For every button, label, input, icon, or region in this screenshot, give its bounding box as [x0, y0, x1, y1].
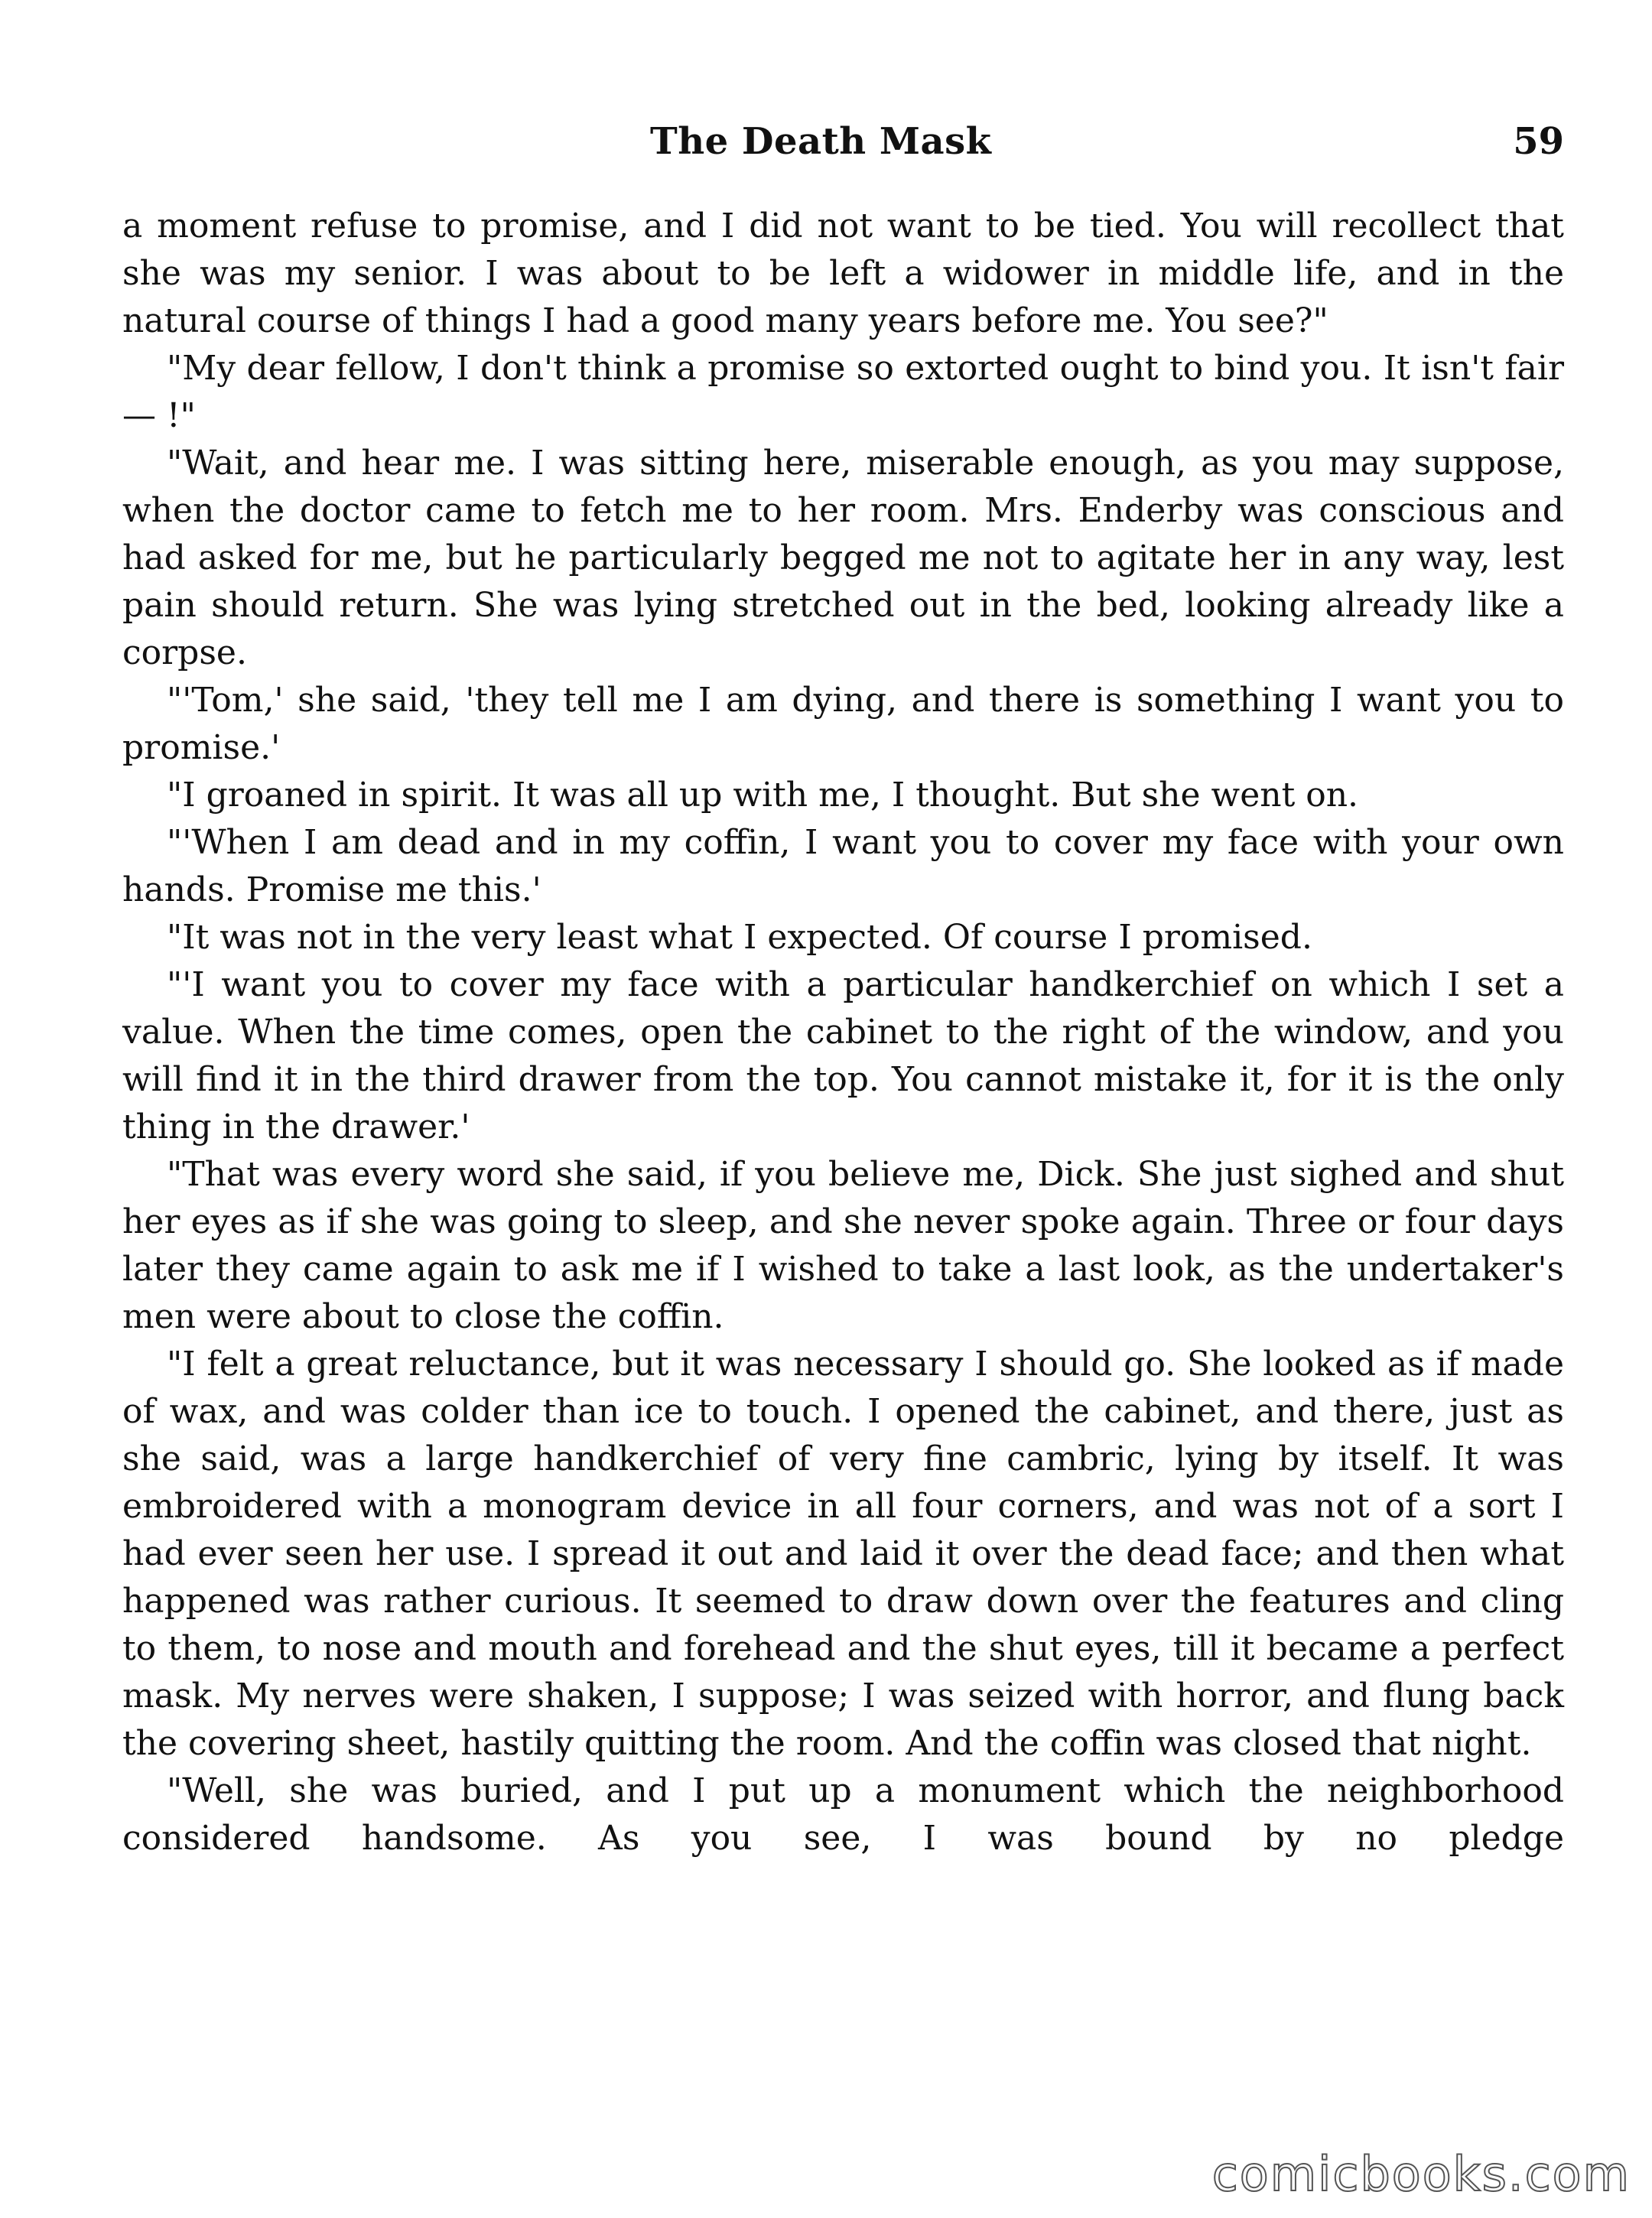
- running-head: [122, 115, 1564, 168]
- paragraph: "I groaned in spirit. It was all up with me, I thought. But she went on.: [167, 776, 1359, 815]
- paragraph: "It was not in the very least what I expected. Of course I promised.: [167, 918, 1312, 957]
- paragraph: "That was every word she said, if you believe me, Dick. She just sighed and shut her eyes as if she was going to sleep, and she never spoke again. Three or four days later they came again to ask me if I wished to take a last look, as the undertaker's men were about to close the coffin.: [122, 1155, 1564, 1336]
- paragraph: "'I want you to cover my face with a particular handkerchief on which I set a value. When the time comes, open the cabinet to the right of the window, and you will find it in the third drawer from the top. You cannot mistake it, for it is the only thing in the drawer.': [122, 965, 1564, 1146]
- body-text: [122, 203, 1564, 1862]
- paragraph: "Wait, and hear me. I was sitting here, miserable enough, as you may suppose, when the doctor came to fetch me to her room. Mrs. Enderby was conscious and had asked for me, but he particularly begged me not to agitate her in any way, lest pain should return. She was lying stretched out in the bed, looking already like a corpse.: [122, 444, 1564, 672]
- paragraph: "'When I am dead and in my coffin, I want you to cover my face with your own hands. Promise me this.': [122, 823, 1564, 909]
- watermark-logo: comicbooks.com: [1211, 2146, 1631, 2202]
- paragraph: "My dear fellow, I don't think a promise so extorted ought to bind you. It isn't fair — !": [122, 349, 1564, 435]
- paragraph: "I felt a great reluctance, but it was necessary I should go. She looked as if made of wax, and was colder than ice to touch. I opened the cabinet, and there, just as she said, was a large handkerchief of very fine cambric, lying by itself. It was embroidered with a monogram device in all four corners, and was not of a sort I had ever seen her use. I spread it out and laid it over the dead face; and then what happened was rather curious. It seemed to draw down over the features and cling to them, to nose and mouth and forehead and the shut eyes, till it became a perfect mask. My nerves were shaken, I suppose; I was seized with horror, and flung back the covering sheet, hastily quitting the room. And the coffin was closed that night.: [122, 1345, 1564, 1763]
- paragraph: a moment refuse to promise, and I did not want to be tied. You will recollect that she was my senior. I was about to be left a widower in middle life, and in the natural course of things I had a good many years before me. You see?": [122, 207, 1564, 340]
- paragraph: "Well, she was buried, and I put up a monument which the neighborhood considered handsome. As you see, I was bound by no pledge: [122, 1771, 1564, 1858]
- running-title: The Death Mask: [650, 120, 992, 163]
- page-number: 59: [1513, 120, 1564, 163]
- paragraph: "'Tom,' she said, 'they tell me I am dying, and there is something I want you to promise.': [122, 681, 1564, 767]
